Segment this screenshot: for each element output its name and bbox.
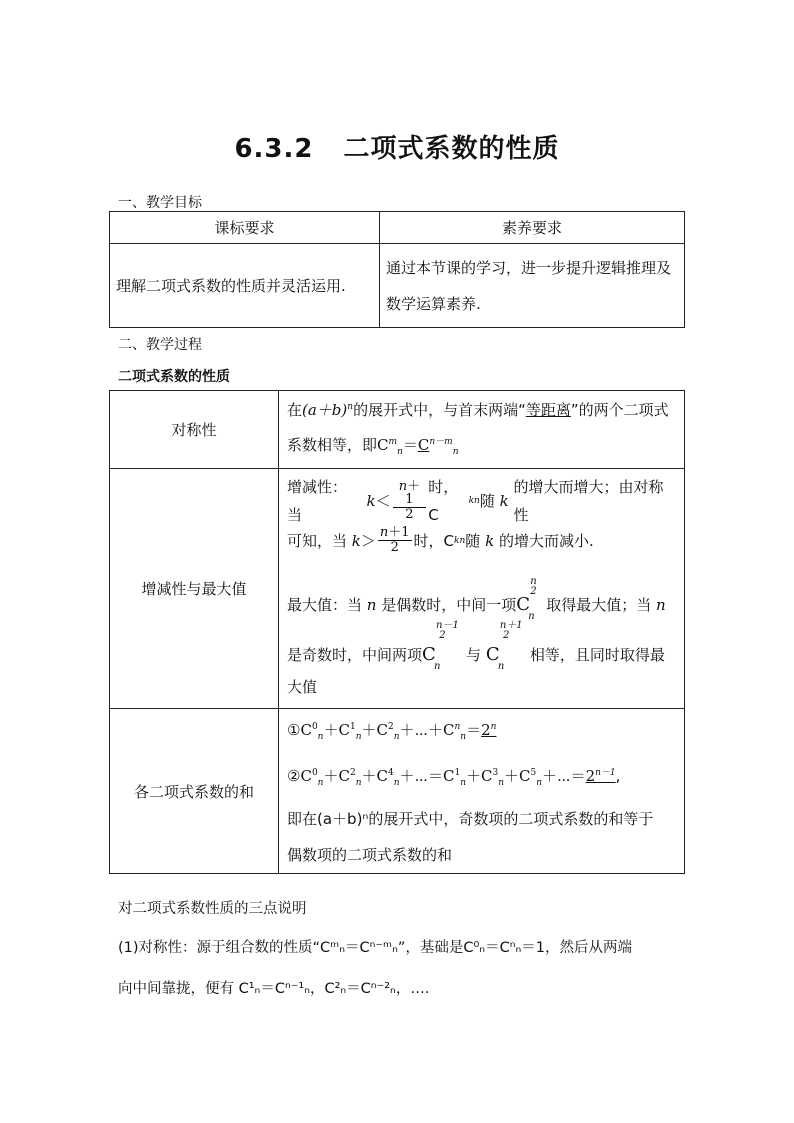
page-title <box>0 128 794 165</box>
symmetry-answer: C <box>417 436 430 454</box>
goals-literacy-cell: 通过本节课的学习，进一步提升逻辑推理及数学运算素养. <box>380 244 685 328</box>
sum-cell: $①C^0_n+C^1_n+C^2_n+\cdots+C^n_n=2^n$ $②C^0_n+C^2_n+C^4_n+\cdots=C^1_n+C^3_n+C^5_n+\cdots=2^{n-1}$, 即在(a＋b)ⁿ的展开式中，奇数项的二项式系数的和等于 偶数项的二项式系数的和 <box>279 709 685 874</box>
sum-answer-2: $2^{n-1}$ <box>585 767 616 785</box>
monotonic-cell: 增减性：当 k ＜ $\frac{n+1}{2}$ 时，C k n 随 k 的增大而增大；由对称性 可知，当 k ＞ $\frac{n+1}{2}$ 时，C k n 随 k 的增大而减小. 最大值：当 n 是偶数时，中间一项 C n 2 n 取得最大值；当 n 是奇数时，中间两项 C n－1 2 n 与 C n＋1 2 n 相等，且同时取得最 大值 <box>279 469 685 709</box>
goals-header-requirement: 课标要求 <box>110 212 380 244</box>
goals-requirement-cell: 理解二项式系数的性质并灵活运用. <box>110 244 380 328</box>
title-number: 6.3.2 <box>234 134 314 164</box>
goals-table <box>109 211 685 328</box>
symmetry-cell: 在$(a+b)^n$的展开式中，与首末两端“等距离”的两个二项式系数相等，即$C^m_n=C^{n-m}_n$ <box>279 391 685 469</box>
notes-line-1: (1)对称性：源于组合数的性质“Cᵐₙ＝Cⁿ⁻ᵐₙ”，基础是C⁰ₙ＝Cⁿₙ＝1，然后从两端 <box>118 940 632 956</box>
notes-line-2: 向中间靠拢，便有 C¹ₙ＝Cⁿ⁻¹ₙ，C²ₙ＝Cⁿ⁻²ₙ，…. <box>118 981 430 997</box>
section-goals-heading: 一、教学目标 <box>118 195 202 211</box>
title-text: 二项式系数的性质 <box>343 134 560 164</box>
equidistant-text: 等距离 <box>525 401 571 419</box>
row-name-symmetry: 对称性 <box>110 391 279 469</box>
properties-heading: 二项式系数的性质 <box>118 369 230 385</box>
sum-answer-1: 2$^n$ <box>481 721 497 739</box>
row-name-sum: 各二项式系数的和 <box>110 709 279 874</box>
goals-header-literacy: 素养要求 <box>380 212 685 244</box>
section-process-heading: 二、教学过程 <box>118 337 202 353</box>
row-name-monotonic: 增减性与最大值 <box>110 469 279 709</box>
properties-table <box>109 390 685 874</box>
notes-heading: 对二项式系数性质的三点说明 <box>118 901 307 917</box>
